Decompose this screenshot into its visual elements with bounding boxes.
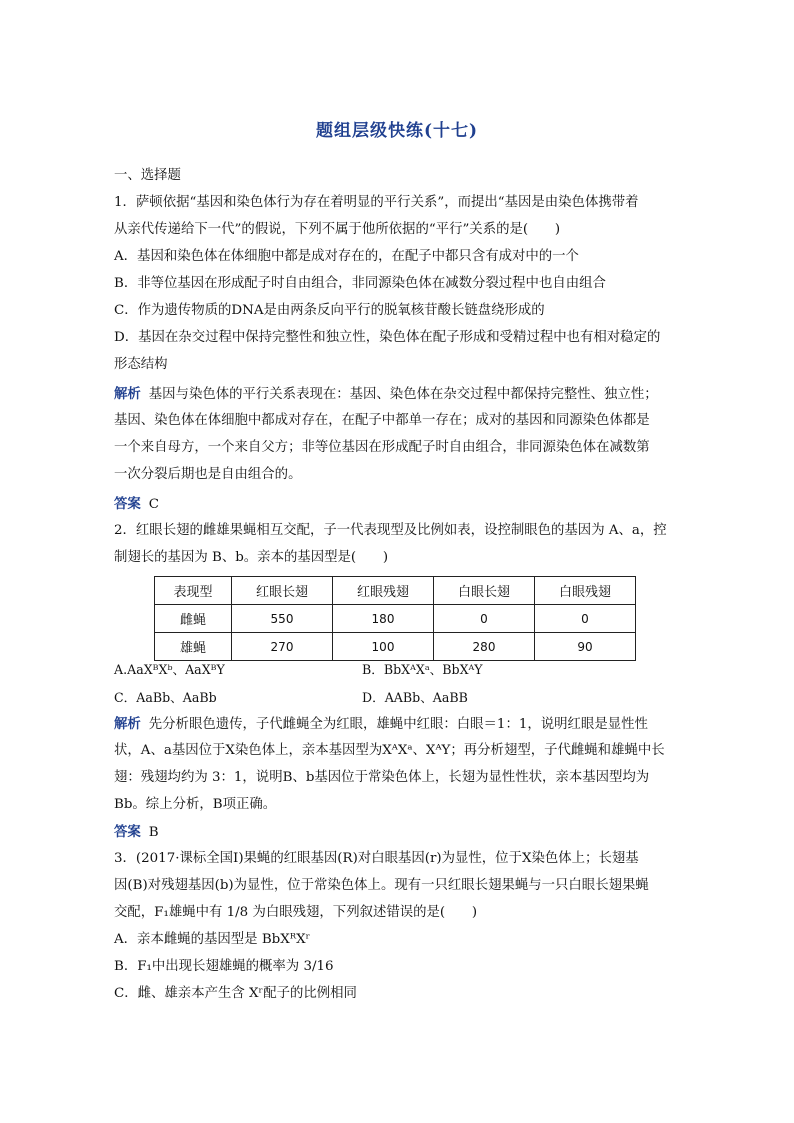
q1-analysis-line-2: 基因、染色体在体细胞中都成对存在，在配子中都单一存在；成对的基因和同源染色体都是 [114,413,650,428]
q2-stem-line-1: 2．红眼长翅的雌雄果蝇相互交配，子一代表现型及比例如表，设控制眼色的基因为 A、a，控 [114,523,667,538]
q2-analysis-line-2: 状，A、a基因位于X染色体上，亲本基因型为XᴬXᵃ、XᴬY；再分析翅型，子代雌蝇和雄蝇中长 [114,743,665,758]
table-cell: 280 [434,633,535,661]
q3-option-b: B．F₁中出现长翅雄蝇的概率为 3/16 [114,959,334,974]
q2-stem-line-2: 制翅长的基因为 B、b。亲本的基因型是( ) [114,550,389,565]
table-cell: 0 [535,605,636,633]
q2-option-c: C．AaBb、AaBb [114,690,217,705]
table-header-row [155,577,636,605]
table-header-cell: 红眼长翅 [232,577,333,605]
q1-analysis-line-3: 一个来自母方，一个来自父方；非等位基因在形成配子时自由组合，非同源染色体在减数第 [114,440,650,455]
section-heading: 一、选择题 [114,168,181,183]
answer-label: 答案 [114,496,141,512]
page-title: 题组层级快练(十七) [315,121,479,141]
table-row [155,633,636,661]
q1-option-d-line-1: D．基因在杂交过程中保持完整性和独立性，染色体在配子形成和受精过程中也有相对稳定的 [114,330,661,345]
q3-stem-line-2: 因(B)对残翅基因(b)为显性，位于常染色体上。现有一只红眼长翅果蝇与一只白眼长翅果蝇 [114,878,649,893]
phenotype-table [154,576,636,661]
table-header-cell: 表现型 [155,577,232,605]
table-cell: 100 [333,633,434,661]
q2-answer [114,822,684,843]
analysis-label: 解析 [114,386,141,402]
q1-analysis-line-4: 一次分裂后期也是自由组合的。 [114,467,302,482]
analysis-label: 解析 [114,716,141,732]
q2-option-d: D．AABb、AaBB [362,690,468,705]
table-cell: 550 [232,605,333,633]
table-cell: 雌蝇 [155,605,232,633]
q1-stem-line-1: 1．萨顿依据“基因和染色体行为存在着明显的平行关系”，而提出“基因是由染色体携带着 [114,195,639,210]
q2-analysis-line-4: Bb。综上分析，B项正确。 [114,797,277,812]
q1-answer [114,494,684,515]
table-header-cell: 红眼残翅 [333,577,434,605]
q1-option-a: A．基因和染色体在体细胞中都是成对存在的，在配子中都只含有成对中的一个 [114,249,579,264]
q1-answer-value: C [148,497,160,512]
table-header-cell: 白眼残翅 [535,577,636,605]
q1-analysis-line-1 [114,384,684,405]
table-cell: 雄蝇 [155,633,232,661]
q1-stem-line-2: 从亲代传递给下一代”的假说，下列不属于他所依据的“平行”关系的是( ) [114,222,561,237]
q1-analysis-text: 基因与染色体的平行关系表现在：基因、染色体在杂交过程中都保持完整性、独立性； [148,387,658,402]
table-header-cell: 白眼长翅 [434,577,535,605]
q2-option-b: B．BbXᴬXᵃ、BbXᴬY [362,662,483,677]
q1-option-d-line-2: 形态结构 [114,357,168,372]
q3-stem-line-1: 3．(2017·课标全国Ⅰ)果蝇的红眼基因(R)对白眼基因(r)为显性，位于X染色体上；长翅基 [114,851,639,866]
table-cell: 180 [333,605,434,633]
answer-label: 答案 [114,824,141,840]
q3-option-c: C．雌、雄亲本产生含 Xʳ配子的比例相同 [114,986,357,1001]
q2-option-a: A.AaXᴮXᵇ、AaXᴮY [114,662,225,677]
q1-option-c: C．作为遗传物质的DNA是由两条反向平行的脱氧核苷酸长链盘绕形成的 [114,303,545,318]
table-cell: 0 [434,605,535,633]
q2-analysis-line-3: 翅：残翅均约为 3：1，说明B、b基因位于常染色体上，长翅为显性性状，亲本基因型均为 [114,770,650,785]
q1-option-b: B．非等位基因在形成配子时自由组合，非同源染色体在减数分裂过程中也自由组合 [114,276,606,291]
q3-stem-line-3: 交配，F₁雄蝇中有 1/8 为白眼残翅，下列叙述错误的是( ) [114,905,478,920]
table-cell: 270 [232,633,333,661]
q3-option-a: A．亲本雌蝇的基因型是 BbXᴿXʳ [114,932,311,947]
q2-analysis-line-1 [114,714,684,735]
q2-answer-value: B [148,825,159,840]
table-cell: 90 [535,633,636,661]
table-row [155,605,636,633]
q2-analysis-text: 先分析眼色遗传，子代雌蝇全为红眼，雄蝇中红眼：白眼＝1：1，说明红眼是显性性 [148,717,648,732]
